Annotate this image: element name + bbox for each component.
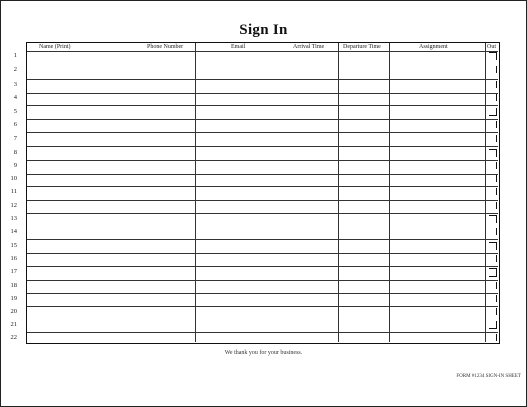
out-checkbox[interactable] — [489, 202, 497, 209]
out-checkbox[interactable] — [489, 255, 497, 262]
column-divider — [338, 43, 339, 342]
row-number: 8 — [13, 149, 17, 156]
row-number: 1 — [13, 52, 17, 59]
row-divider — [27, 306, 498, 307]
header-email: Email — [231, 44, 246, 50]
row-number: 22 — [10, 334, 17, 341]
out-checkbox[interactable] — [489, 228, 497, 235]
out-checkbox[interactable] — [489, 268, 497, 277]
row-divider — [27, 293, 498, 294]
out-checkbox[interactable] — [489, 215, 497, 223]
row-divider — [27, 174, 498, 175]
row-number: 15 — [10, 242, 17, 249]
row-number: 10 — [10, 175, 17, 182]
row-number: 11 — [10, 188, 17, 195]
out-checkbox[interactable] — [489, 308, 497, 315]
sign-in-table — [10, 42, 500, 344]
row-divider — [27, 105, 498, 106]
row-number: 7 — [13, 135, 17, 142]
row-number: 21 — [10, 321, 17, 328]
row-number: 9 — [13, 162, 17, 169]
header-name: Name (Print) — [39, 44, 71, 50]
out-checkbox[interactable] — [489, 149, 497, 157]
out-checkbox[interactable] — [489, 94, 497, 101]
row-number: 17 — [10, 268, 17, 275]
row-number: 4 — [13, 94, 17, 101]
out-checkbox[interactable] — [489, 135, 497, 142]
row-divider — [27, 239, 498, 240]
out-checkbox[interactable] — [489, 188, 497, 195]
row-divider — [27, 51, 498, 52]
row-divider — [27, 213, 498, 214]
out-checkbox[interactable] — [489, 282, 497, 289]
form-code: FORM #1234 SIGN-IN SHEET — [456, 374, 521, 379]
row-divider — [27, 79, 498, 80]
out-checkbox[interactable] — [489, 52, 497, 60]
out-checkbox[interactable] — [489, 121, 497, 128]
out-checkbox[interactable] — [489, 81, 497, 88]
header-phone: Phone Number — [147, 44, 184, 50]
out-checkbox[interactable] — [489, 108, 497, 116]
out-checkbox[interactable] — [489, 162, 497, 169]
header-out: Out — [487, 44, 496, 50]
row-divider — [27, 200, 498, 201]
row-divider — [27, 266, 498, 267]
out-checkbox[interactable] — [489, 321, 497, 329]
page-title: Sign In — [239, 22, 288, 38]
row-divider — [27, 132, 498, 133]
footer-note: We thank you for your business. — [224, 350, 303, 356]
row-number: 2 — [13, 66, 17, 73]
row-number: 5 — [13, 108, 17, 115]
column-divider — [485, 43, 486, 342]
row-divider — [27, 93, 498, 94]
row-number: 3 — [13, 81, 17, 88]
column-divider — [195, 43, 196, 342]
column-divider — [389, 43, 390, 342]
row-number: 18 — [10, 282, 17, 289]
row-number: 13 — [10, 215, 17, 222]
header-assignment: Assignment — [419, 44, 448, 50]
row-number: 12 — [10, 202, 17, 209]
row-number: 16 — [10, 255, 17, 262]
header-departure: Departure Time — [343, 44, 381, 50]
header-arrival: Arrival Time — [293, 44, 325, 50]
row-number: 19 — [10, 295, 17, 302]
row-number: 14 — [10, 228, 17, 235]
out-checkbox[interactable] — [489, 295, 497, 302]
row-number: 6 — [13, 121, 17, 128]
row-divider — [27, 160, 498, 161]
out-checkbox[interactable] — [489, 242, 497, 250]
row-divider — [27, 280, 498, 281]
out-checkbox[interactable] — [489, 175, 497, 182]
row-divider — [27, 119, 498, 120]
row-divider — [27, 253, 498, 254]
out-checkbox[interactable] — [489, 66, 497, 73]
row-divider — [27, 146, 498, 147]
row-divider — [27, 332, 498, 333]
out-checkbox[interactable] — [489, 334, 497, 341]
row-number: 20 — [10, 308, 17, 315]
row-divider — [27, 186, 498, 187]
